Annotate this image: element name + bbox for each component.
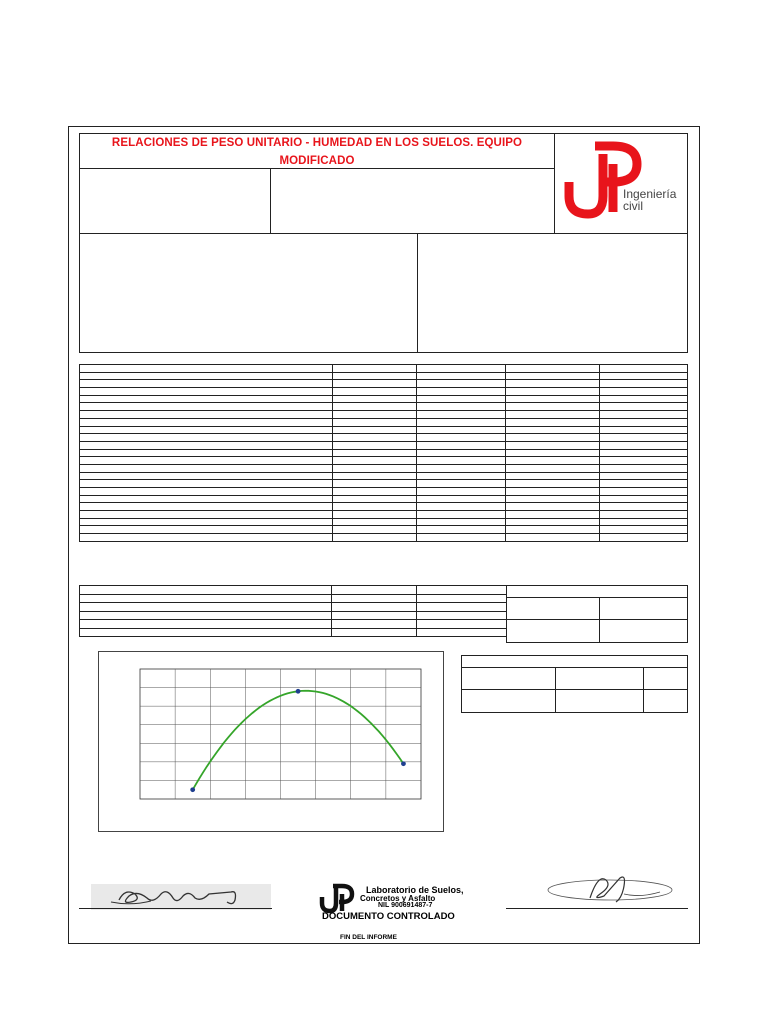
table-row: [80, 464, 688, 472]
controlled-document-stamp: [318, 883, 484, 925]
table-cell: [600, 434, 688, 442]
table-cell: [600, 388, 688, 396]
table-cell: [417, 388, 506, 396]
logo-text-2: civil: [623, 199, 643, 213]
table-cell: [600, 395, 688, 403]
table-cell: [80, 426, 333, 434]
table-cell: [506, 495, 600, 503]
table-cell: [417, 511, 506, 519]
table-cell: [80, 620, 332, 629]
table-row: [80, 441, 688, 449]
table-cell: [80, 480, 333, 488]
table-cell: [417, 586, 507, 595]
table-row: [80, 426, 688, 434]
table-row: [80, 518, 688, 526]
table-row: [80, 403, 688, 411]
signature-left: [91, 884, 271, 910]
table-cell: [80, 411, 333, 419]
table-cell: [332, 449, 417, 457]
table-cell: [600, 426, 688, 434]
table-cell: [600, 411, 688, 419]
summary-cell-b: [599, 597, 688, 620]
table-cell: [600, 457, 688, 465]
summary-table: [79, 585, 688, 643]
signature-line-right: [506, 908, 688, 909]
results-cell-2: [555, 667, 644, 690]
table-row: [80, 411, 688, 419]
table-cell: [600, 441, 688, 449]
table-cell: [80, 434, 333, 442]
table-cell: [332, 518, 417, 526]
table-row: [80, 495, 688, 503]
table-cell: [506, 403, 600, 411]
table-cell: [80, 380, 333, 388]
table-cell: [332, 418, 417, 426]
results-cell-4: [461, 689, 556, 713]
table-cell: [332, 620, 417, 629]
table-cell: [600, 418, 688, 426]
table-cell: [332, 380, 417, 388]
table-cell: [332, 441, 417, 449]
table-row: [80, 511, 688, 519]
table-cell: [417, 418, 506, 426]
table-row: [80, 534, 688, 542]
table-cell: [80, 603, 332, 612]
table-cell: [80, 586, 332, 595]
table-cell: [600, 403, 688, 411]
table-row: [80, 488, 688, 496]
table-cell: [417, 534, 506, 542]
compaction-chart: [98, 651, 444, 832]
table-cell: [506, 365, 600, 373]
results-cell-1: [461, 667, 556, 690]
table-cell: [506, 464, 600, 472]
table-cell: [506, 388, 600, 396]
table-cell: [506, 380, 600, 388]
table-cell: [80, 611, 332, 620]
table-cell: [80, 511, 333, 519]
summary-cell-d: [599, 619, 688, 643]
compaction-curve: [193, 691, 404, 790]
info-box-1: [79, 168, 271, 234]
table-cell: [332, 526, 417, 534]
table-cell: [417, 365, 506, 373]
table-row: [80, 526, 688, 534]
table-row: [80, 611, 507, 620]
table-cell: [417, 480, 506, 488]
report-title: RELACIONES DE PESO UNITARIO - HUMEDAD EN LOS SUELOS. EQUIPO MODIFICADO: [111, 137, 523, 167]
table-cell: [417, 449, 506, 457]
table-cell: [506, 480, 600, 488]
table-row: [80, 594, 507, 603]
table-cell: [332, 388, 417, 396]
stamp-line-1: Laboratorio de Suelos,: [366, 885, 464, 895]
table-cell: [417, 426, 506, 434]
data-point: [296, 689, 301, 694]
chart-svg: [99, 652, 445, 833]
results-cell-6: [643, 689, 688, 713]
table-cell: [506, 488, 600, 496]
table-cell: [417, 628, 507, 637]
table-row: [80, 418, 688, 426]
table-cell: [80, 594, 332, 603]
table-cell: [506, 449, 600, 457]
table-cell: [332, 495, 417, 503]
table-row: [80, 620, 507, 629]
table-cell: [80, 503, 333, 511]
table-cell: [80, 526, 333, 534]
table-cell: [417, 380, 506, 388]
info-box-3: [79, 233, 418, 353]
table-cell: [417, 472, 506, 480]
table-row: [80, 457, 688, 465]
logo-text-1: Ingeniería: [623, 187, 677, 201]
table-cell: [332, 426, 417, 434]
data-table: [79, 364, 688, 542]
table-row: [80, 380, 688, 388]
table-cell: [332, 503, 417, 511]
signature-right: [540, 872, 690, 908]
table-cell: [80, 488, 333, 496]
data-point: [401, 761, 406, 766]
table-cell: [506, 534, 600, 542]
table-row: [80, 365, 688, 373]
table-cell: [600, 495, 688, 503]
table-row: [80, 472, 688, 480]
table-cell: [332, 472, 417, 480]
table-cell: [417, 403, 506, 411]
table-cell: [600, 503, 688, 511]
table-cell: [506, 526, 600, 534]
table-cell: [506, 511, 600, 519]
table-cell: [80, 457, 333, 465]
table-cell: [417, 395, 506, 403]
table-cell: [80, 395, 333, 403]
table-row: [80, 503, 688, 511]
table-cell: [80, 365, 333, 373]
table-cell: [506, 518, 600, 526]
table-cell: [417, 603, 507, 612]
table-cell: [417, 611, 507, 620]
table-cell: [506, 426, 600, 434]
table-cell: [506, 434, 600, 442]
table-cell: [600, 380, 688, 388]
table-cell: [600, 365, 688, 373]
table-cell: [600, 472, 688, 480]
title-box: [79, 133, 555, 169]
table-cell: [417, 526, 506, 534]
table-cell: [417, 457, 506, 465]
end-of-report: FIN DEL INFORME: [340, 934, 397, 941]
table-cell: [600, 464, 688, 472]
table-cell: [332, 403, 417, 411]
table-row: [80, 628, 507, 637]
table-row: [80, 586, 507, 595]
table-cell: [600, 488, 688, 496]
table-cell: [332, 395, 417, 403]
table-cell: [80, 372, 333, 380]
logo-box: [554, 133, 688, 234]
table-row: [80, 372, 688, 380]
table-cell: [332, 594, 417, 603]
table-cell: [80, 403, 333, 411]
table-cell: [600, 372, 688, 380]
table-cell: [506, 441, 600, 449]
table-cell: [332, 434, 417, 442]
table-cell: [506, 372, 600, 380]
table-cell: [332, 365, 417, 373]
table-cell: [417, 495, 506, 503]
summary-cell-c: [506, 619, 600, 643]
table-cell: [506, 418, 600, 426]
table-cell: [417, 464, 506, 472]
table-cell: [332, 457, 417, 465]
table-cell: [506, 395, 600, 403]
table-cell: [506, 457, 600, 465]
table-cell: [80, 534, 333, 542]
stamp-line-2: Concretos y Asfalto: [360, 894, 436, 903]
table-cell: [80, 472, 333, 480]
table-cell: [80, 449, 333, 457]
table-cell: [332, 603, 417, 612]
table-cell: [417, 411, 506, 419]
info-box-2: [270, 168, 555, 234]
table-cell: [332, 511, 417, 519]
table-cell: [80, 518, 333, 526]
table-cell: [417, 503, 506, 511]
table-cell: [80, 388, 333, 396]
table-cell: [80, 418, 333, 426]
table-cell: [600, 449, 688, 457]
table-cell: [417, 434, 506, 442]
table-cell: [506, 472, 600, 480]
table-cell: [417, 372, 506, 380]
table-cell: [417, 620, 507, 629]
table-cell: [506, 503, 600, 511]
table-cell: [332, 611, 417, 620]
table-cell: [332, 372, 417, 380]
summary-cell-a: [506, 597, 600, 620]
table-cell: [332, 480, 417, 488]
table-cell: [417, 518, 506, 526]
info-box-4: [417, 233, 688, 353]
results-table: [461, 655, 688, 736]
table-cell: [417, 441, 506, 449]
signature-line-left: [79, 908, 272, 909]
table-cell: [417, 594, 507, 603]
table-cell: [332, 411, 417, 419]
results-cell-5: [555, 689, 644, 713]
table-row: [80, 449, 688, 457]
table-cell: [332, 534, 417, 542]
table-cell: [600, 526, 688, 534]
jp-logo-icon: [555, 134, 687, 233]
table-cell: [417, 488, 506, 496]
table-row: [80, 395, 688, 403]
table-cell: [506, 411, 600, 419]
table-row: [80, 480, 688, 488]
table-cell: [332, 628, 417, 637]
data-point: [190, 787, 195, 792]
table-cell: [80, 495, 333, 503]
table-row: [80, 434, 688, 442]
stamp-line-3: NIL 900691487-7: [378, 902, 433, 909]
table-cell: [80, 464, 333, 472]
table-cell: [600, 518, 688, 526]
table-cell: [80, 628, 332, 637]
table-row: [80, 388, 688, 396]
table-cell: [80, 441, 333, 449]
table-cell: [600, 534, 688, 542]
table-cell: [332, 488, 417, 496]
stamp-line-4: DOCUMENTO CONTROLADO: [322, 911, 455, 922]
table-cell: [332, 586, 417, 595]
table-cell: [600, 511, 688, 519]
results-cell-3: [643, 667, 688, 690]
table-row: [80, 603, 507, 612]
table-cell: [332, 464, 417, 472]
table-cell: [600, 480, 688, 488]
